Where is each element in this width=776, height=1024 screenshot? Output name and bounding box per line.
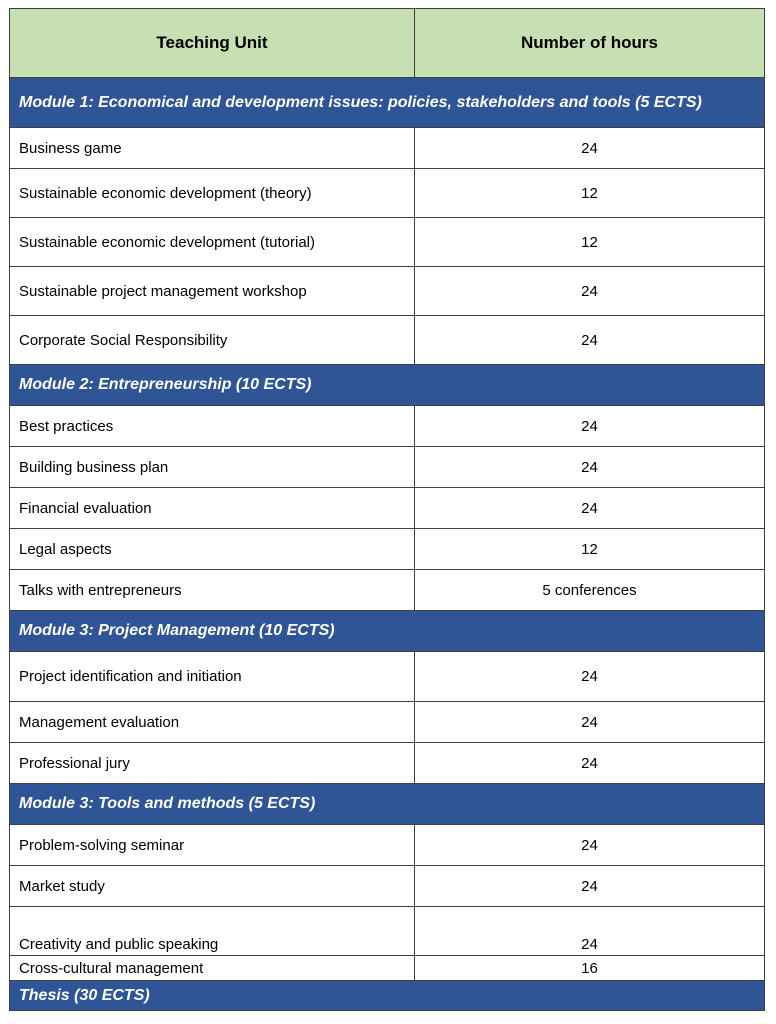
module-row [10, 365, 765, 406]
module-row [10, 611, 765, 652]
unit-hours: 12 [415, 218, 765, 267]
unit-name: Market study [10, 866, 415, 907]
table-row [10, 169, 765, 218]
table-row [10, 316, 765, 365]
table-header-row [10, 9, 765, 78]
module-row [10, 784, 765, 825]
table-row [10, 743, 765, 784]
table-row [10, 267, 765, 316]
table-row [10, 447, 765, 488]
module-title: Module 3: Project Management (10 ECTS) [10, 611, 765, 652]
unit-name: Talks with entrepreneurs [10, 570, 415, 611]
unit-name: Sustainable economic development (theory) [10, 169, 415, 218]
unit-hours: 24 [415, 825, 765, 866]
unit-name: Project identification and initiation [10, 652, 415, 702]
table-row [10, 907, 765, 956]
table-row [10, 956, 765, 981]
unit-hours: 24 [415, 406, 765, 447]
unit-hours: 24 [415, 267, 765, 316]
unit-name: Best practices [10, 406, 415, 447]
unit-name: Management evaluation [10, 702, 415, 743]
unit-hours: 16 [415, 956, 765, 981]
module-title: Module 3: Tools and methods (5 ECTS) [10, 784, 765, 825]
table-row [10, 652, 765, 702]
table-row [10, 218, 765, 267]
unit-name: Creativity and public speaking [10, 907, 415, 956]
unit-name: Business game [10, 128, 415, 169]
unit-hours: 24 [415, 128, 765, 169]
unit-hours: 24 [415, 866, 765, 907]
unit-name: Financial evaluation [10, 488, 415, 529]
unit-name: Professional jury [10, 743, 415, 784]
unit-name: Corporate Social Responsibility [10, 316, 415, 365]
unit-name: Building business plan [10, 447, 415, 488]
unit-hours: 24 [415, 702, 765, 743]
unit-hours: 24 [415, 652, 765, 702]
table-row [10, 825, 765, 866]
unit-hours: 24 [415, 907, 765, 956]
unit-hours: 12 [415, 169, 765, 218]
table-row [10, 570, 765, 611]
teaching-units-table [9, 8, 765, 1011]
module-title: Module 2: Entrepreneurship (10 ECTS) [10, 365, 765, 406]
table-row [10, 128, 765, 169]
table-row [10, 702, 765, 743]
unit-name: Sustainable economic development (tutorial) [10, 218, 415, 267]
table-row [10, 488, 765, 529]
unit-name: Problem-solving seminar [10, 825, 415, 866]
module-title: Module 1: Economical and development issues: policies, stakeholders and tools (5 ECTS) [10, 78, 765, 128]
number-of-hours-header: Number of hours [415, 9, 765, 78]
table-row [10, 406, 765, 447]
table-row [10, 529, 765, 570]
unit-hours: 24 [415, 488, 765, 529]
module-title: Thesis (30 ECTS) [10, 981, 765, 1011]
unit-name: Cross-cultural management [10, 956, 415, 981]
teaching-unit-header: Teaching Unit [10, 9, 415, 78]
table-row [10, 866, 765, 907]
unit-name: Legal aspects [10, 529, 415, 570]
unit-hours: 24 [415, 447, 765, 488]
unit-hours: 5 conferences [415, 570, 765, 611]
unit-hours: 24 [415, 743, 765, 784]
unit-hours: 24 [415, 316, 765, 365]
unit-name: Sustainable project management workshop [10, 267, 415, 316]
unit-hours: 12 [415, 529, 765, 570]
module-row [10, 981, 765, 1011]
module-row [10, 78, 765, 128]
